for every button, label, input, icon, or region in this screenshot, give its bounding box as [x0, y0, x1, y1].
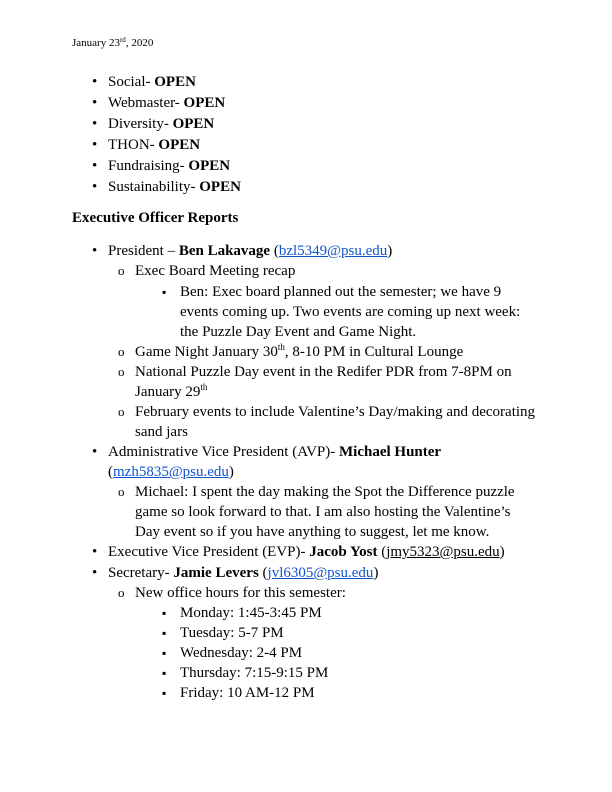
list-item: Game Night January 30th, 8-10 PM in Cultural Lounge	[135, 342, 464, 360]
bullet-icon	[92, 156, 97, 176]
circle-bullet-icon	[118, 261, 125, 281]
office-hours-item: Thursday: 7:15-9:15 PM	[180, 665, 329, 681]
office-hours-title: New office hours for this semester:	[135, 585, 346, 601]
square-bullet-icon	[162, 282, 166, 302]
avp-item: Administrative Vice President (AVP)- Michael Hunter	[108, 444, 442, 460]
list-item: Diversity- OPEN	[108, 116, 215, 132]
office-hours-item: Monday: 1:45-3:45 PM	[180, 605, 322, 621]
meeting-date: January 23rd, 2020	[72, 36, 154, 49]
square-bullet-icon	[162, 623, 166, 643]
bullet-icon	[92, 135, 97, 155]
circle-bullet-icon	[118, 482, 125, 502]
square-bullet-icon	[162, 683, 166, 703]
recap-line: the Puzzle Day Event and Game Night.	[180, 324, 417, 340]
office-hours-item: Wednesday: 2-4 PM	[180, 645, 303, 661]
bullet-icon	[92, 542, 97, 562]
secretary-item: Secretary- Jamie Levers (jvl6305@psu.edu)	[108, 565, 379, 581]
avp-email-link[interactable]: mzh5835@psu.edu	[113, 464, 229, 480]
list-item: Webmaster- OPEN	[108, 95, 226, 111]
avp-note-line: Day event so if you have anything to suggest, let me know.	[135, 524, 490, 540]
president-item: President – Ben Lakavage (bzl5349@psu.edu)	[108, 243, 393, 259]
square-bullet-icon	[162, 643, 166, 663]
avp-email-line: (mzh5835@psu.edu)	[108, 464, 234, 480]
bullet-icon	[92, 72, 97, 92]
section-heading: Executive Officer Reports	[72, 210, 239, 226]
bullet-icon	[92, 114, 97, 134]
list-item-continued: sand jars	[135, 424, 188, 440]
bullet-icon	[92, 563, 97, 583]
circle-bullet-icon	[118, 342, 125, 362]
recap-line: events coming up. Two events are coming up next week:	[180, 304, 521, 320]
bullet-icon	[92, 177, 97, 197]
list-item: Sustainability- OPEN	[108, 179, 241, 195]
avp-note-line: game so look forward to that. I am also hosting the Valentine’s	[135, 504, 511, 520]
list-item: Social- OPEN	[108, 74, 196, 90]
square-bullet-icon	[162, 603, 166, 623]
list-item: Fundraising- OPEN	[108, 158, 231, 174]
list-item: February events to include Valentine’s Day/making and decorating	[135, 404, 536, 420]
bullet-icon	[92, 442, 97, 462]
evp-item: Executive Vice President (EVP)- Jacob Yost (jmy5323@psu.edu)	[108, 544, 505, 560]
list-item-continued: January 29th	[135, 382, 208, 400]
recap-line: Ben: Exec board planned out the semester; we have 9	[180, 284, 502, 300]
bullet-icon	[92, 93, 97, 113]
bullet-icon	[92, 241, 97, 261]
evp-email-link[interactable]: jmy5323@psu.edu	[386, 544, 500, 560]
office-hours-item: Tuesday: 5-7 PM	[180, 625, 284, 641]
circle-bullet-icon	[118, 402, 125, 422]
avp-note-line: Michael: I spent the day making the Spot the Difference puzzle	[135, 484, 515, 500]
circle-bullet-icon	[118, 583, 125, 603]
circle-bullet-icon	[118, 362, 125, 382]
office-hours-item: Friday: 10 AM-12 PM	[180, 685, 315, 701]
square-bullet-icon	[162, 663, 166, 683]
president-email-link[interactable]: bzl5349@psu.edu	[278, 243, 388, 259]
list-item: THON- OPEN	[108, 137, 201, 153]
list-item: Exec Board Meeting recap	[135, 263, 296, 279]
list-item: National Puzzle Day event in the Redifer PDR from 7-8PM on	[135, 364, 512, 380]
secretary-email-link[interactable]: jvl6305@psu.edu	[267, 565, 374, 581]
